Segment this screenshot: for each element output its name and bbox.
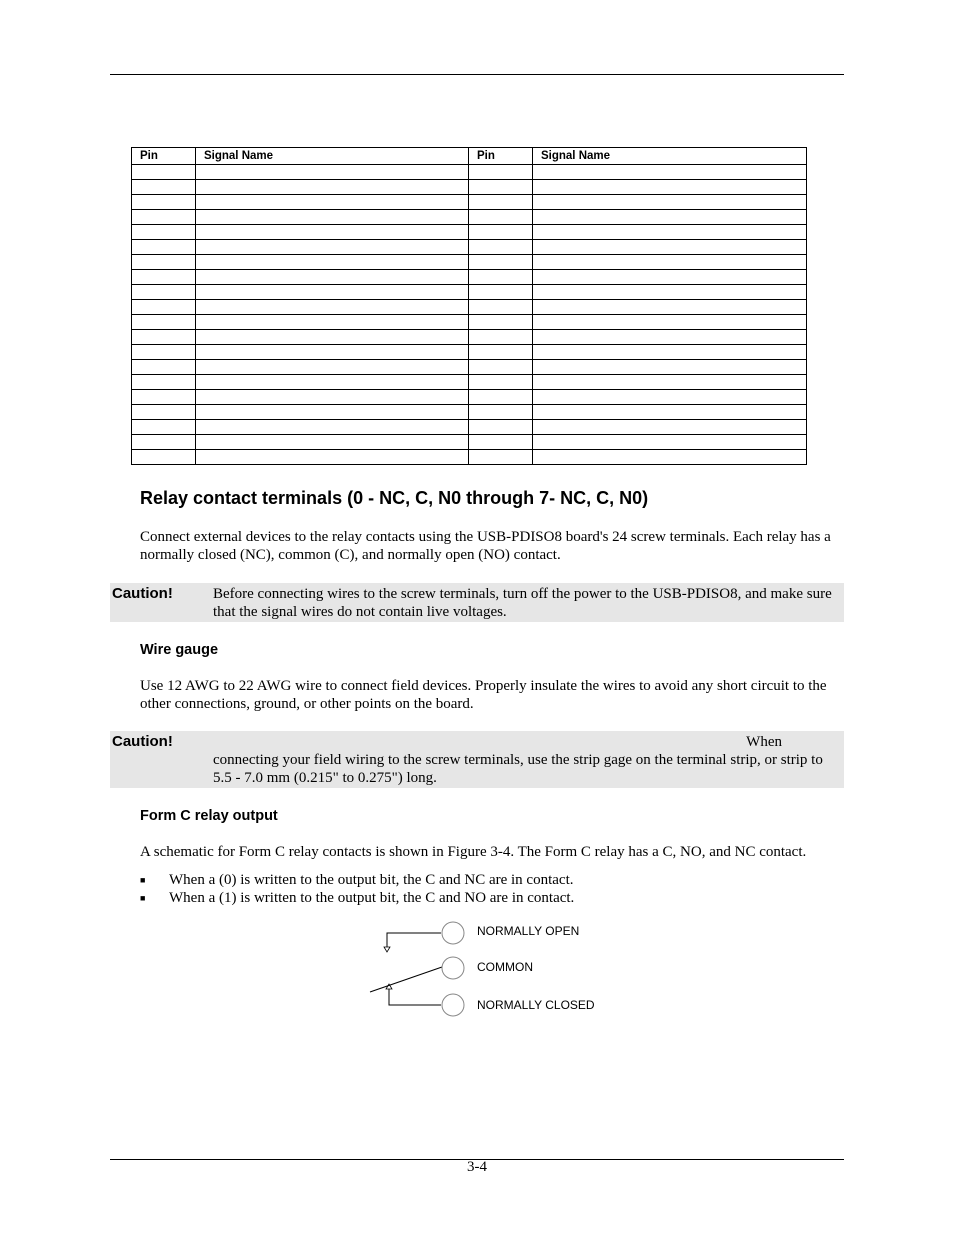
table-cell — [132, 450, 196, 465]
table-cell — [469, 315, 533, 330]
normally-open-terminal — [442, 922, 464, 944]
caution-box — [110, 583, 844, 622]
caution-text: Before connecting wires to the screw terminals, turn off the power to the USB-PDISO8, and make sure that the signal wires do not contain live voltages. — [213, 586, 832, 620]
page-number: 3-4 — [467, 1159, 487, 1175]
table-cell — [132, 240, 196, 255]
table-cell — [132, 420, 196, 435]
table-cell — [469, 360, 533, 375]
table-row — [132, 330, 807, 345]
table-row — [132, 450, 807, 465]
table-row — [132, 345, 807, 360]
caution-text: connecting your field wiring to the screw terminals, use the strip gage on the terminal strip, or strip to 5.5 - 7.0 mm (0.215" to 0.275") long. — [213, 752, 823, 786]
table-cell — [196, 420, 469, 435]
table-cell — [469, 375, 533, 390]
table-cell — [533, 225, 807, 240]
table-cell — [132, 180, 196, 195]
table-cell — [469, 255, 533, 270]
caution-box — [110, 731, 844, 788]
form-c-title: Form C relay output — [140, 808, 278, 824]
table-cell — [196, 195, 469, 210]
table-row — [132, 390, 807, 405]
table-cell — [469, 285, 533, 300]
table-cell — [533, 390, 807, 405]
table-cell — [469, 225, 533, 240]
table-row — [132, 315, 807, 330]
table-cell — [533, 375, 807, 390]
list-item-text: When a (1) is written to the output bit, the C and NO are in contact. — [169, 890, 575, 906]
table-cell — [132, 435, 196, 450]
header-rule — [110, 74, 844, 75]
switch-arm — [370, 967, 442, 992]
table-cell — [196, 255, 469, 270]
table-cell — [533, 180, 807, 195]
table-cell — [132, 390, 196, 405]
table-cell — [533, 270, 807, 285]
normally-closed-label: NORMALLY CLOSED — [477, 998, 595, 1012]
bullet-marker: ■ — [140, 893, 146, 903]
table-cell — [196, 180, 469, 195]
table-cell — [533, 210, 807, 225]
table-cell — [196, 435, 469, 450]
table-row — [132, 300, 807, 315]
table-row — [132, 375, 807, 390]
table-cell — [469, 270, 533, 285]
form-c-relay-schematic — [360, 915, 610, 1020]
table-row — [132, 255, 807, 270]
table-cell — [196, 300, 469, 315]
table-cell — [533, 315, 807, 330]
caution-label: Caution! — [112, 585, 173, 602]
table-body — [132, 165, 807, 465]
table-cell — [469, 390, 533, 405]
signal-name-header: Signal Name — [533, 148, 807, 165]
table-row — [132, 285, 807, 300]
form-c-text: A schematic for Form C relay contacts is shown in Figure 3-4. The Form C relay has a C, NO, and NC contact. — [140, 844, 807, 860]
table-cell — [469, 420, 533, 435]
pin-signal-table — [131, 147, 807, 465]
table-row — [132, 180, 807, 195]
table-cell — [533, 435, 807, 450]
caution-label: Caution! — [112, 733, 173, 750]
table-cell — [132, 330, 196, 345]
wire-gauge-text: Use 12 AWG to 22 AWG wire to connect field devices. Properly insulate the wires to avoid any short circuit to the other connections, ground, or other points on the board. — [140, 678, 827, 712]
table-cell — [132, 255, 196, 270]
table-cell — [196, 315, 469, 330]
table-cell — [533, 360, 807, 375]
section-title: Relay contact terminals (0 - NC, C, N0 through 7- NC, C, N0) — [140, 488, 649, 508]
table-cell — [132, 405, 196, 420]
table-cell — [469, 435, 533, 450]
table-cell — [196, 165, 469, 180]
caution-text-block — [213, 733, 838, 787]
table-cell — [196, 240, 469, 255]
table-cell — [533, 240, 807, 255]
list-item — [140, 889, 574, 907]
table-cell — [132, 225, 196, 240]
table-cell — [469, 210, 533, 225]
table-cell — [196, 405, 469, 420]
normally-open-wire — [387, 933, 441, 947]
bullet-list — [140, 871, 574, 907]
signal-name-header: Signal Name — [196, 148, 469, 165]
table-cell — [196, 225, 469, 240]
normally-open-label: NORMALLY OPEN — [477, 924, 580, 938]
arrow-down-icon — [384, 947, 390, 952]
table-cell — [533, 450, 807, 465]
table-cell — [196, 390, 469, 405]
pin-header: Pin — [469, 148, 533, 165]
table-cell — [132, 210, 196, 225]
table-cell — [533, 420, 807, 435]
table-row — [132, 405, 807, 420]
normally-closed-terminal — [442, 994, 464, 1016]
table-cell — [533, 330, 807, 345]
common-label: COMMON — [477, 960, 533, 974]
table-cell — [533, 345, 807, 360]
table-cell — [196, 285, 469, 300]
table-cell — [469, 240, 533, 255]
table-cell — [469, 165, 533, 180]
table-header-row — [132, 148, 807, 165]
table-cell — [469, 195, 533, 210]
table-cell — [196, 330, 469, 345]
table-cell — [533, 405, 807, 420]
table-row — [132, 360, 807, 375]
table-cell — [533, 255, 807, 270]
list-item-text: When a (0) is written to the output bit, the C and NC are in contact. — [169, 872, 574, 888]
table-row — [132, 225, 807, 240]
table-cell — [132, 195, 196, 210]
table-cell — [469, 450, 533, 465]
table-cell — [132, 300, 196, 315]
list-item — [140, 871, 574, 889]
table-cell — [132, 345, 196, 360]
table-cell — [196, 270, 469, 285]
table-row — [132, 420, 807, 435]
table-cell — [469, 180, 533, 195]
table-cell — [469, 300, 533, 315]
table-cell — [533, 195, 807, 210]
table-row — [132, 435, 807, 450]
caution-text-line: When — [746, 734, 782, 750]
table-row — [132, 165, 807, 180]
pin-header: Pin — [132, 148, 196, 165]
table-cell — [196, 360, 469, 375]
table-cell — [469, 405, 533, 420]
table-row — [132, 240, 807, 255]
table-cell — [132, 360, 196, 375]
table-cell — [533, 165, 807, 180]
section-intro: Connect external devices to the relay contacts using the USB-PDISO8 board's 24 screw terminals. Each relay has a normally closed (NC), common (C), and normally open (NO) contact. — [140, 529, 831, 563]
table-cell — [132, 375, 196, 390]
table-cell — [132, 270, 196, 285]
table-cell — [196, 210, 469, 225]
table-row — [132, 270, 807, 285]
table-cell — [196, 375, 469, 390]
table-cell — [533, 285, 807, 300]
normally-closed-wire — [389, 989, 441, 1005]
table-cell — [132, 285, 196, 300]
table-cell — [469, 345, 533, 360]
table-row — [132, 195, 807, 210]
table-row — [132, 210, 807, 225]
wire-gauge-title: Wire gauge — [140, 642, 219, 658]
table-cell — [132, 165, 196, 180]
table-cell — [196, 345, 469, 360]
table-cell — [533, 300, 807, 315]
bullet-marker: ■ — [140, 875, 146, 885]
common-terminal — [442, 957, 464, 979]
table-cell — [132, 315, 196, 330]
table-cell — [196, 450, 469, 465]
table-cell — [469, 330, 533, 345]
